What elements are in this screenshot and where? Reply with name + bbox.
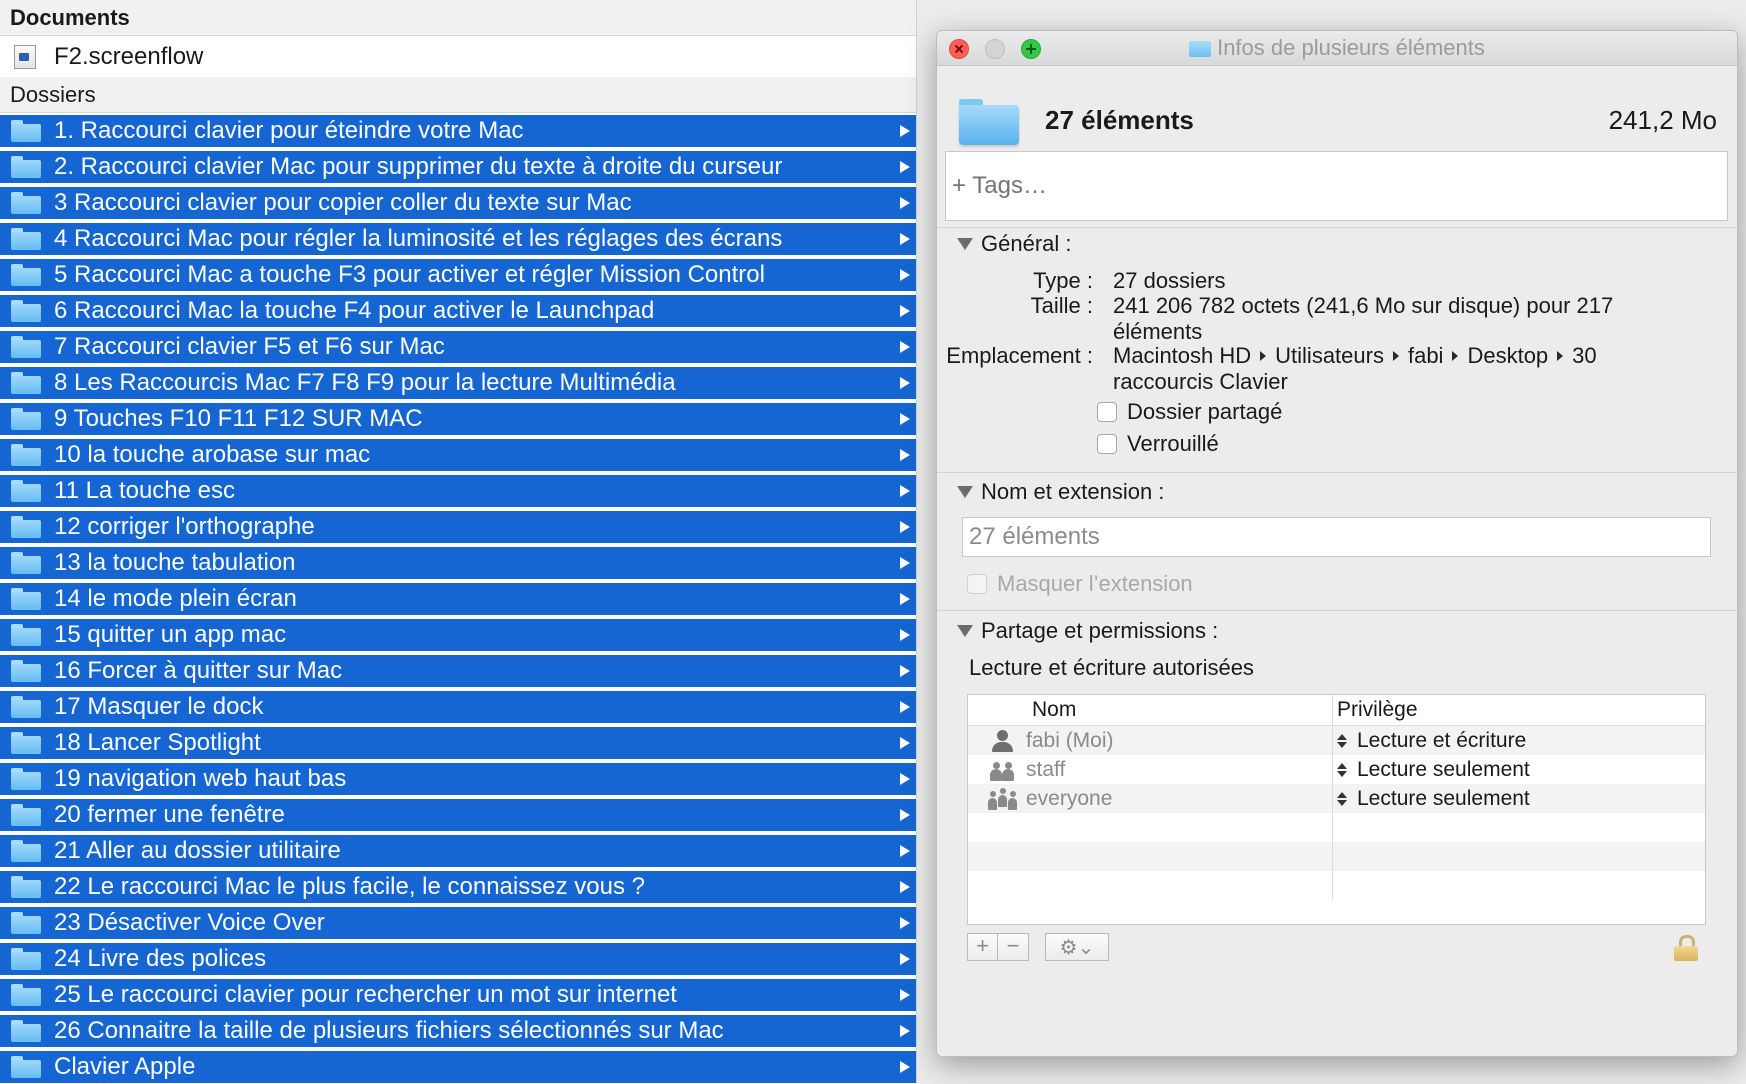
screenflow-file-icon — [14, 45, 36, 69]
permission-user — [968, 755, 1333, 784]
path-separator-icon — [1557, 351, 1563, 361]
locked-checkbox[interactable] — [1097, 434, 1117, 454]
folder-icon — [11, 156, 41, 178]
folder-icon — [11, 948, 41, 970]
folder-icon — [11, 372, 41, 394]
up-down-arrows-icon — [1337, 789, 1349, 809]
folder-row-label: 22 Le raccourci Mac le plus facile, le connaissez vous ? — [54, 873, 645, 900]
disclosure-arrow-icon[interactable] — [900, 989, 910, 1001]
folder-row[interactable] — [0, 799, 916, 831]
disclosure-arrow-icon[interactable] — [900, 413, 910, 425]
disclosure-arrow-icon[interactable] — [900, 269, 910, 281]
permissions-table — [967, 694, 1706, 925]
folder-row[interactable] — [0, 1051, 916, 1083]
folder-row[interactable] — [0, 1015, 916, 1047]
folder-row[interactable] — [0, 187, 916, 219]
folder-row-label: 8 Les Raccourcis Mac F7 F8 F9 pour la lecture Multimédia — [54, 369, 676, 396]
path-segment[interactable]: fabi — [1407, 343, 1444, 368]
disclosure-arrow-icon[interactable] — [900, 449, 910, 461]
disclosure-arrow-icon[interactable] — [900, 341, 910, 353]
folder-icon — [11, 516, 41, 538]
folder-row-label: 13 la touche tabulation — [54, 549, 296, 576]
folder-row-label: 10 la touche arobase sur mac — [54, 441, 371, 468]
user-icon — [988, 729, 1016, 753]
disclosure-arrow-icon[interactable] — [900, 953, 910, 965]
folder-icon — [11, 120, 41, 142]
disclosure-arrow-icon[interactable] — [900, 521, 910, 533]
folder-row-label: 1. Raccourci clavier pour éteindre votre Mac — [54, 117, 524, 144]
privilege-column-header[interactable]: Privilège — [1337, 698, 1418, 721]
name-extension-section-toggle[interactable]: Nom et extension : — [957, 479, 1164, 505]
location-row — [937, 343, 1737, 395]
folder-icon — [11, 768, 41, 790]
path-separator-icon — [1393, 351, 1399, 361]
disclosure-arrow-icon[interactable] — [900, 197, 910, 209]
folder-row-label: 4 Raccourci Mac pour régler la luminosité et les réglages des écrans — [54, 225, 783, 252]
total-size: 241,2 Mo — [1608, 105, 1717, 135]
folder-row[interactable] — [0, 979, 916, 1011]
disclosure-arrow-icon[interactable] — [900, 881, 910, 893]
folder-row[interactable] — [0, 655, 916, 687]
folder-icon — [11, 444, 41, 466]
folder-icon — [11, 408, 41, 430]
permission-user — [968, 784, 1333, 813]
shared-folder-option[interactable] — [1097, 399, 1282, 425]
type-row — [937, 268, 1737, 294]
folder-row-label: 16 Forcer à quitter sur Mac — [54, 657, 343, 684]
folder-row[interactable] — [0, 907, 916, 939]
empty-table-row — [968, 842, 1705, 871]
folder-row[interactable] — [0, 151, 916, 183]
folder-row[interactable] — [0, 583, 916, 615]
divider — [937, 610, 1737, 611]
permission-user — [968, 726, 1333, 755]
folder-row[interactable] — [0, 259, 916, 291]
disclosure-arrow-icon[interactable] — [900, 485, 910, 497]
folder-row-label: 17 Masquer le dock — [54, 693, 264, 720]
disclosure-arrow-icon[interactable] — [900, 233, 910, 245]
shared-folder-checkbox[interactable] — [1097, 402, 1117, 422]
folder-row-label: 18 Lancer Spotlight — [54, 729, 261, 756]
folder-icon — [11, 840, 41, 862]
shared-folder-label: Dossier partagé — [1127, 399, 1283, 424]
privilege-popup[interactable] — [1333, 784, 1705, 813]
permission-row[interactable] — [968, 784, 1705, 813]
folder-icon — [11, 552, 41, 574]
disclosure-arrow-icon[interactable] — [900, 917, 910, 929]
folders-section-header: Dossiers — [0, 77, 916, 113]
folder-row-label: 6 Raccourci Mac la touche F4 pour activer le Launchpad — [54, 297, 655, 324]
lock-icon[interactable] — [1674, 935, 1698, 961]
folder-row[interactable] — [0, 547, 916, 579]
folder-row[interactable] — [0, 619, 916, 651]
disclosure-arrow-icon[interactable] — [900, 593, 910, 605]
up-down-arrows-icon — [1337, 731, 1349, 751]
folder-row-label: 19 navigation web haut bas — [54, 765, 347, 792]
folder-row[interactable] — [0, 475, 916, 507]
folder-row-label: 5 Raccourci Mac a touche F3 pour activer et régler Mission Control — [54, 261, 765, 288]
size-value: 241 206 782 octets (241,6 Mo sur disque) pour 217 éléments — [1113, 293, 1614, 344]
folder-row[interactable] — [0, 331, 916, 363]
folder-icon — [11, 696, 41, 718]
folder-list — [0, 115, 916, 1084]
remove-user-button[interactable]: − — [998, 933, 1029, 961]
folder-row-label: 23 Désactiver Voice Over — [54, 909, 325, 936]
folder-row-label: 21 Aller au dossier utilitaire — [54, 837, 341, 864]
folder-icon — [11, 480, 41, 502]
folder-row-label: 26 Connaitre la taille de plusieurs fichiers sélectionnés sur Mac — [54, 1017, 724, 1044]
permission-row[interactable] — [968, 755, 1705, 784]
folder-row-label: 14 le mode plein écran — [54, 585, 297, 612]
empty-table-row — [968, 813, 1705, 842]
permission-user-name: everyone — [1026, 787, 1113, 810]
folder-icon — [11, 912, 41, 934]
folder-icon — [11, 300, 41, 322]
permission-row[interactable] — [968, 726, 1705, 755]
folder-row[interactable] — [0, 223, 916, 255]
disclosure-arrow-icon[interactable] — [900, 557, 910, 569]
disclosure-triangle-icon — [957, 486, 973, 498]
location-label: Emplacement : — [946, 343, 1093, 368]
locked-label: Verrouillé — [1127, 431, 1219, 456]
location-path — [1113, 343, 1633, 395]
permission-user-name: fabi (Moi) — [1026, 729, 1114, 752]
window-titlebar[interactable] — [937, 31, 1737, 66]
general-section-toggle[interactable]: Général : — [957, 231, 1072, 257]
type-label: Type : — [1033, 268, 1093, 293]
title-folder-icon — [1189, 41, 1211, 57]
disclosure-arrow-icon[interactable] — [900, 845, 910, 857]
disclosure-arrow-icon[interactable] — [900, 161, 910, 173]
path-separator-icon — [1452, 351, 1458, 361]
folder-row[interactable] — [0, 871, 916, 903]
disclosure-arrow-icon[interactable] — [900, 1025, 910, 1037]
folder-row-label: Clavier Apple — [54, 1053, 196, 1080]
disclosure-triangle-icon — [957, 238, 973, 250]
folder-row[interactable] — [0, 403, 916, 435]
window-title: Infos de plusieurs éléments — [937, 31, 1737, 65]
get-info-window — [936, 30, 1738, 1057]
disclosure-arrow-icon[interactable] — [900, 125, 910, 137]
folder-row[interactable] — [0, 943, 916, 975]
folder-row-label: 12 corriger l'orthographe — [54, 513, 315, 540]
disclosure-arrow-icon[interactable] — [900, 377, 910, 389]
folder-row-label: 9 Touches F10 F11 F12 SUR MAC — [54, 405, 423, 432]
folder-row-label: 20 fermer une fenêtre — [54, 801, 285, 828]
folder-row[interactable] — [0, 727, 916, 759]
up-down-arrows-icon — [1337, 760, 1349, 780]
folder-row[interactable] — [0, 115, 916, 147]
size-label: Taille : — [1030, 293, 1093, 318]
permission-user-name: staff — [1026, 758, 1066, 781]
disclosure-arrow-icon[interactable] — [900, 737, 910, 749]
tags-input[interactable] — [945, 151, 1728, 221]
disclosure-arrow-icon[interactable] — [900, 629, 910, 641]
folder-icon — [11, 1056, 41, 1078]
folder-icon — [11, 336, 41, 358]
privilege-popup[interactable] — [1333, 726, 1705, 755]
hide-extension-option[interactable] — [967, 571, 1193, 597]
add-user-button[interactable]: + — [967, 933, 998, 961]
folder-icon — [959, 99, 1019, 145]
group-icon — [988, 758, 1016, 782]
gear-icon: ⚙⌄ — [1059, 936, 1095, 959]
disclosure-arrow-icon[interactable] — [900, 665, 910, 677]
empty-table-row — [968, 871, 1705, 900]
path-segment[interactable]: Desktop — [1467, 343, 1549, 368]
folder-icon — [11, 984, 41, 1006]
folder-row[interactable] — [0, 367, 916, 399]
name-input[interactable] — [962, 517, 1711, 557]
folder-icon — [11, 264, 41, 286]
folder-row-label: 24 Livre des polices — [54, 945, 267, 972]
folder-row-label: 15 quitter un app mac — [54, 621, 287, 648]
document-item[interactable] — [0, 36, 916, 77]
divider — [937, 227, 1737, 228]
folder-icon — [11, 624, 41, 646]
path-segment[interactable]: Utilisateurs — [1275, 343, 1384, 368]
hide-extension-checkbox[interactable] — [967, 574, 987, 594]
folder-icon — [11, 876, 41, 898]
permission-summary: Lecture et écriture autorisées — [969, 655, 1254, 680]
document-item-label: F2.screenflow — [54, 42, 204, 70]
disclosure-arrow-icon[interactable] — [900, 809, 910, 821]
disclosure-arrow-icon[interactable] — [900, 1061, 910, 1073]
privilege-value: Lecture seulement — [1357, 787, 1530, 810]
disclosure-arrow-icon[interactable] — [900, 305, 910, 317]
folder-icon — [11, 192, 41, 214]
folder-row[interactable] — [0, 511, 916, 543]
action-menu-button[interactable] — [1045, 933, 1109, 961]
folder-icon — [11, 588, 41, 610]
folder-row[interactable] — [0, 835, 916, 867]
folder-icon — [11, 228, 41, 250]
privilege-value: Lecture et écriture — [1357, 729, 1527, 752]
privilege-value: Lecture seulement — [1357, 758, 1530, 781]
folder-row[interactable] — [0, 691, 916, 723]
size-row — [937, 293, 1737, 345]
folder-row-label: 11 La touche esc — [54, 477, 236, 504]
folder-icon — [11, 732, 41, 754]
sharing-section-toggle[interactable]: Partage et permissions : — [957, 618, 1218, 644]
folder-row[interactable] — [0, 295, 916, 327]
disclosure-triangle-icon — [957, 625, 973, 637]
locked-option[interactable] — [1097, 431, 1219, 457]
path-segment[interactable]: 30 raccourcis Clavier — [1113, 343, 1597, 394]
type-value: 27 dossiers — [1113, 268, 1226, 293]
path-segment[interactable]: Macintosh HD — [1113, 343, 1252, 368]
item-count: 27 éléments — [1045, 105, 1194, 135]
path-separator-icon — [1260, 351, 1266, 361]
folder-icon — [11, 804, 41, 826]
folder-icon — [11, 1020, 41, 1042]
documents-section-header: Documents — [0, 0, 916, 36]
name-column-header[interactable]: Nom — [968, 695, 1333, 725]
privilege-popup[interactable] — [1333, 755, 1705, 784]
disclosure-arrow-icon[interactable] — [900, 701, 910, 713]
folder-row-label: 25 Le raccourci clavier pour rechercher un mot sur internet — [54, 981, 677, 1008]
permissions-table-header — [968, 695, 1705, 726]
folder-row-label: 3 Raccourci clavier pour copier coller du texte sur Mac — [54, 189, 632, 216]
permissions-toolbar — [967, 933, 1109, 961]
folder-row[interactable] — [0, 439, 916, 471]
everyone-icon — [988, 787, 1016, 811]
folder-row-label: 2. Raccourci clavier Mac pour supprimer du texte à droite du curseur — [54, 153, 783, 180]
permissions-rows — [968, 726, 1705, 900]
folder-row[interactable] — [0, 763, 916, 795]
folder-row-label: 7 Raccourci clavier F5 et F6 sur Mac — [54, 333, 445, 360]
folder-icon — [11, 660, 41, 682]
hide-extension-label: Masquer l’extension — [997, 571, 1193, 596]
disclosure-arrow-icon[interactable] — [900, 773, 910, 785]
divider — [937, 472, 1737, 473]
